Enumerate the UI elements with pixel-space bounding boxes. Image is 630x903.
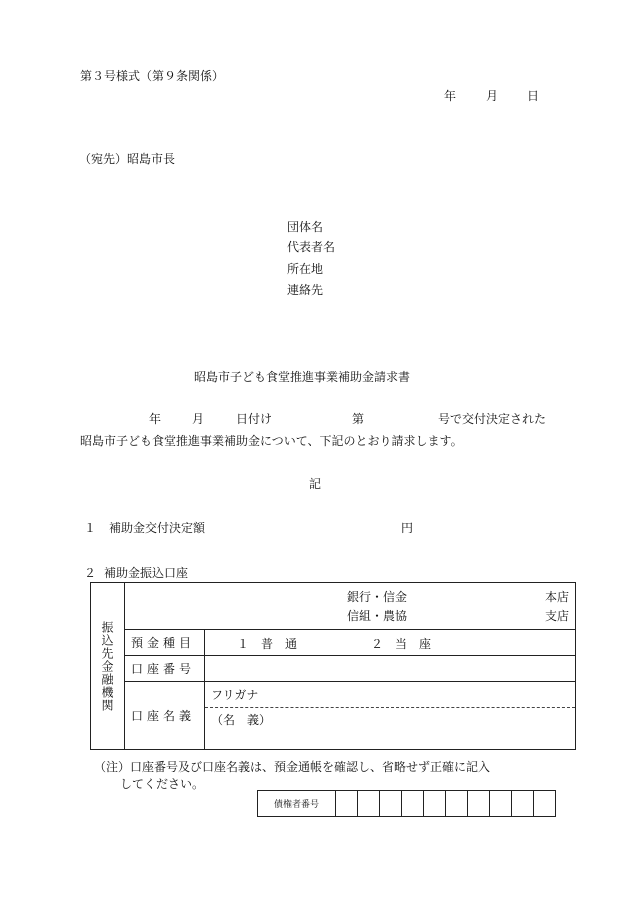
account-holder-label: （名 義） [211, 713, 272, 727]
body-dated: 日付け [236, 412, 273, 426]
branch-type-line-1: 本店 [544, 590, 569, 604]
addressee: （宛先）昭島市長 [79, 152, 176, 166]
account-number-label: 口座番号 [125, 656, 205, 682]
body-month: 月 [192, 412, 205, 426]
item-1-label: 補助金交付決定額 [109, 521, 206, 535]
account-name-label: 口座名義 [125, 682, 205, 750]
creditor-digit-box[interactable] [512, 791, 534, 817]
deposit-option-checking[interactable]: ２ 当 座 [371, 637, 432, 651]
item-2-number: ２ [84, 566, 97, 580]
date-day: 日 [527, 89, 540, 103]
ki-heading: 記 [309, 477, 322, 491]
creditor-digit-box[interactable] [380, 791, 402, 817]
applicant-rep-label: 代表者名 [287, 240, 336, 254]
note-line-1: （注）口座番号及び口座名義は、預金通帳を確認し、省略せず正確に記入 [94, 760, 491, 774]
creditor-digit-box[interactable] [336, 791, 358, 817]
account-number-field[interactable] [205, 656, 576, 682]
creditor-digit-box[interactable] [402, 791, 424, 817]
date-month: 月 [486, 89, 499, 103]
item-1-number: １ [84, 521, 97, 535]
account-table [90, 582, 576, 750]
item-2-label: 補助金振込口座 [104, 566, 189, 580]
applicant-org-label: 団体名 [287, 220, 324, 234]
item-1-unit: 円 [401, 521, 414, 535]
document-title: 昭島市子ども食堂推進事業補助金請求書 [194, 370, 411, 384]
creditor-digit-box[interactable] [468, 791, 490, 817]
body-line-2: 昭島市子ども食堂推進事業補助金について、下記のとおり請求します。 [80, 434, 463, 448]
transfer-institution-label: 振込先金融機関 [91, 583, 125, 750]
bank-type-line-1: 銀行・信金 [347, 590, 408, 604]
deposit-type-label: 預金種目 [125, 630, 205, 656]
creditor-number-label: 債権者番号 [258, 791, 336, 817]
furigana-field[interactable] [205, 682, 576, 708]
account-holder-field[interactable] [205, 708, 576, 750]
branch-type-line-2: 支店 [544, 609, 569, 623]
deposit-option-ordinary[interactable]: １ 普 通 [237, 637, 298, 651]
body-no: 第 [352, 412, 365, 426]
creditor-digit-box[interactable] [534, 791, 556, 817]
creditor-digit-box[interactable] [358, 791, 380, 817]
creditor-digit-box[interactable] [424, 791, 446, 817]
body-year: 年 [149, 412, 162, 426]
bank-type-line-2: 信組・農協 [347, 609, 408, 623]
creditor-digit-box[interactable] [490, 791, 512, 817]
bank-name-field[interactable] [125, 583, 576, 630]
deposit-type-field[interactable] [205, 630, 576, 656]
date-year: 年 [444, 89, 457, 103]
creditor-digit-box[interactable] [446, 791, 468, 817]
applicant-contact-label: 連絡先 [287, 283, 324, 297]
applicant-address-label: 所在地 [287, 262, 324, 276]
furigana-label: フリガナ [211, 688, 259, 702]
body-decided: 号で交付決定された [438, 412, 547, 426]
form-number: 第３号様式（第９条関係） [80, 69, 225, 83]
creditor-number-table [257, 790, 556, 817]
note-line-2: してください。 [120, 777, 205, 791]
